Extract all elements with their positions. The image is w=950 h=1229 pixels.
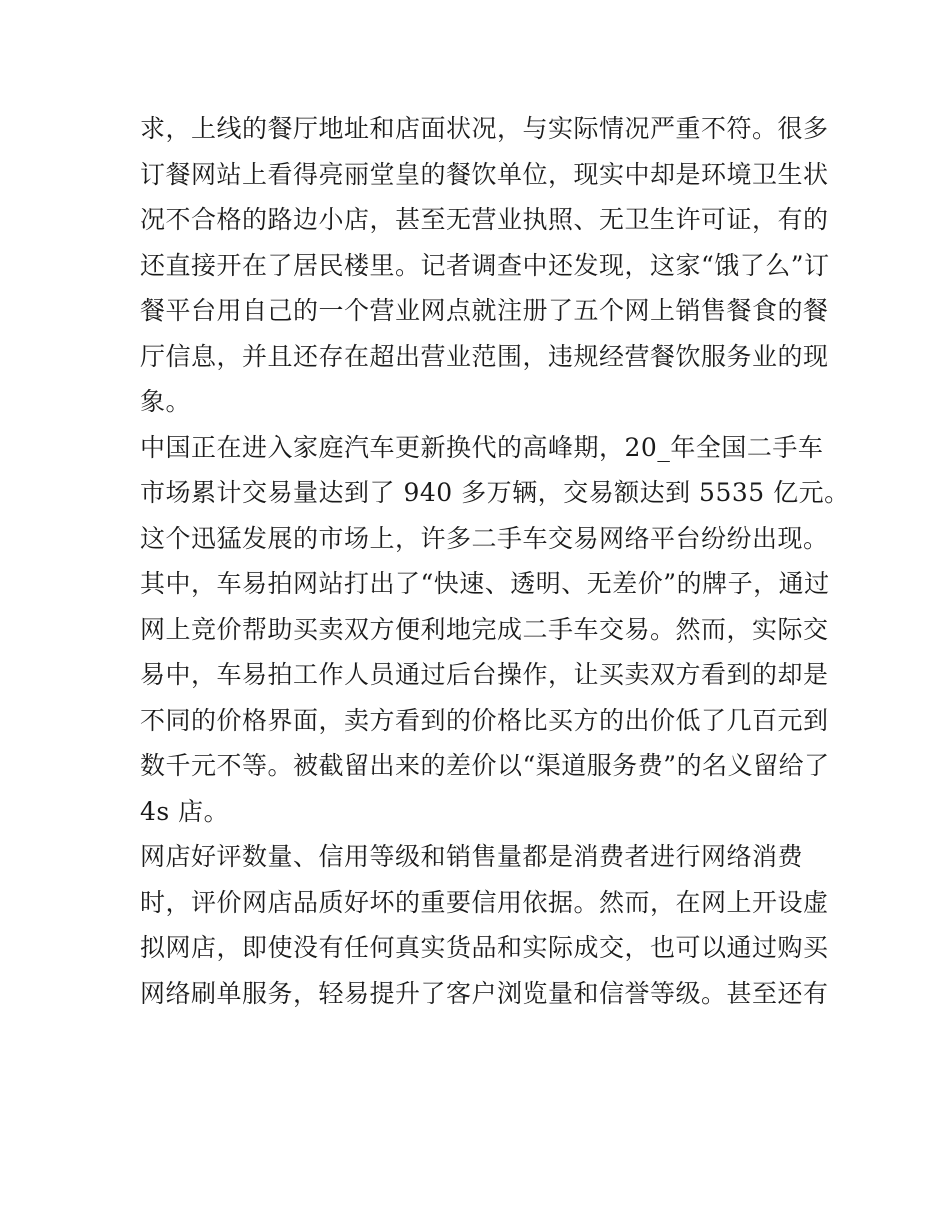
text-line: 其中，车易拍网站打出了“快速、透明、无差价”的牌子，通过 — [140, 569, 830, 598]
text-line: 厅信息，并且还存在超出营业范围，违规经营餐饮服务业的现 — [140, 341, 829, 371]
document-body — [140, 106, 850, 1016]
text-line: 数千元不等。被截留出来的差价以“渠道服务费”的名义留给了 — [140, 751, 830, 780]
text-line: 订餐网站上看得亮丽堂皇的餐饮单位，现实中却是环境卫生状 — [140, 159, 829, 189]
text-line: 拟网店，即使没有任何真实货品和实际成交，也可以通过购买 — [140, 933, 829, 962]
text-line: 餐平台用自己的一个营业网点就注册了五个网上销售餐食的餐 — [140, 296, 829, 325]
text-line: 象。 — [140, 387, 192, 416]
paragraph-used-car-market — [140, 425, 850, 835]
paragraph-online-store-ratings — [140, 834, 830, 1016]
text-line: 易中，车易拍工作人员通过后台操作，让买卖双方看到的却是 — [140, 660, 829, 689]
text-line: 还直接开在了居民楼里。记者调查中还发现，这家“饿了么”订 — [140, 250, 830, 280]
text-line: 网店好评数量、信用等级和销售量都是消费者进行网络消费 — [140, 842, 804, 871]
text-line: 网络刷单服务，轻易提升了客户浏览量和信誉等级。甚至还有 — [140, 978, 829, 1008]
text-line: 况不合格的路边小店，甚至无营业执照、无卫生许可证，有的 — [140, 205, 829, 234]
text-line: 时，评价网店品质好坏的重要信用依据。然而，在网上开设虚 — [140, 887, 829, 917]
text-line: 市场累计交易量达到了 940 多万辆，交易额达到 5535 亿元。 — [140, 478, 850, 507]
paragraph-food-delivery — [140, 106, 830, 425]
text-line: 不同的价格界面，卖方看到的价格比买方的出价低了几百元到 — [140, 705, 829, 735]
text-line: 这个迅猛发展的市场上，许多二手车交易网络平台纷纷出现。 — [140, 523, 829, 553]
text-line: 4s 店。 — [140, 796, 230, 826]
text-line: 求，上线的餐厅地址和店面状况，与实际情况严重不符。很多 — [140, 114, 829, 143]
text-line: 网上竞价帮助买卖双方便利地完成二手车交易。然而，实际交 — [140, 614, 829, 644]
text-line: 中国正在进入家庭汽车更新换代的高峰期，20_年全国二手车 — [140, 432, 824, 462]
